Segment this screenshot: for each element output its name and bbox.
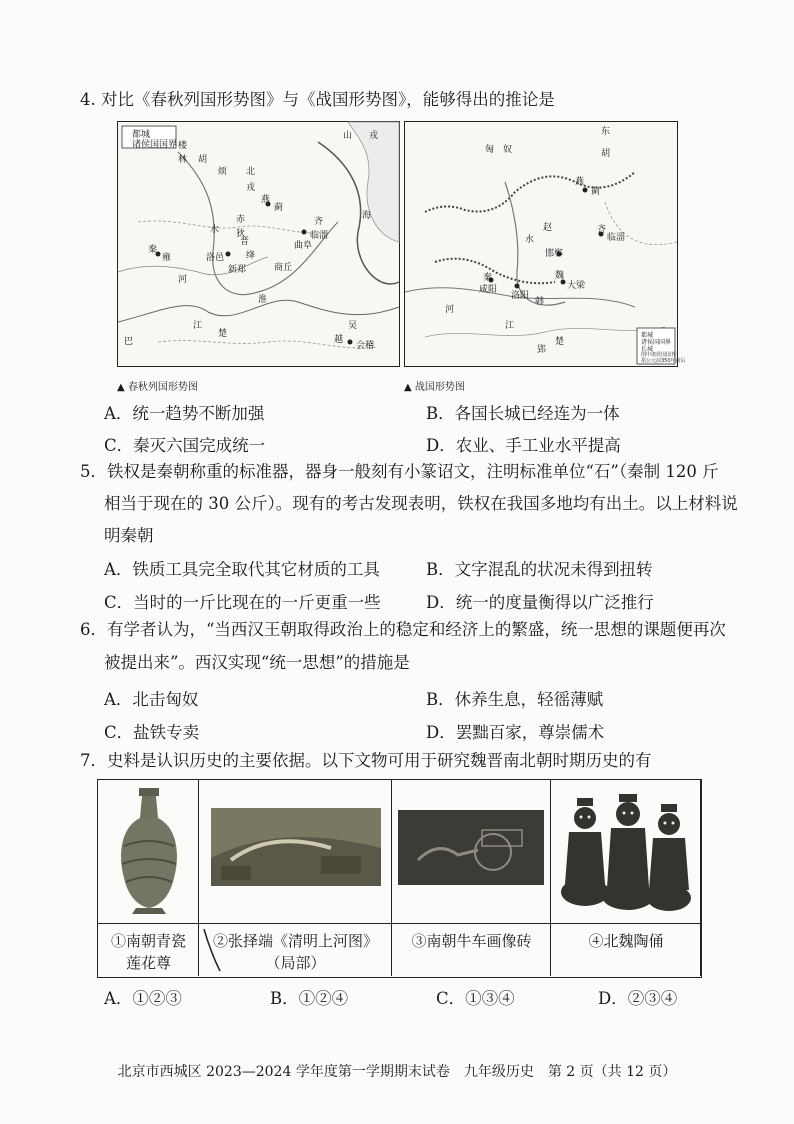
q4-stem: 4. 对比《春秋列国形势图》与《战国形势图》，能够得出的推论是 (80, 90, 555, 109)
map1-label: 水 (210, 225, 220, 235)
artifact-table (97, 779, 702, 978)
q7-option-b[interactable]: B．①②④ (270, 989, 349, 1008)
map1-label: 新郑 (228, 265, 247, 275)
artifact-2-caption-line2: （局部） (265, 954, 326, 972)
map2-legend-border: 诸侯国国界 (641, 339, 672, 346)
map1-label: 海 (362, 211, 372, 221)
northern-wei-figurines-image (559, 792, 693, 916)
map-warring-states (404, 121, 686, 367)
map1-caption: ▲ 春秋列国形势图 (117, 382, 198, 393)
map1-label: 胡 (198, 155, 208, 165)
q6-stem-line1: 6．有学者认为，“当西汉王朝取得政治上的稳定和经济上的繁盛，统一思想的课题便再次 (80, 620, 726, 639)
qingming-scroll-image (211, 808, 381, 886)
map2-label: 魏 (555, 271, 565, 281)
q5-stem-line2: 相当于现在的 30 公斤）。现有的考古发现表明，铁权在我国多地均有出土。以上材料说 (104, 494, 738, 513)
q6-option-b[interactable]: B．休养生息，轻徭薄赋 (426, 690, 604, 709)
map1-label: 戎 (246, 183, 256, 193)
artifact-1-caption-line2: 莲花尊 (125, 954, 171, 972)
map1-label: 河 (178, 275, 188, 285)
artifact-3-caption: ③南朝牛车画像砖 (411, 932, 532, 950)
page-footer: 北京市西城区 2023—2024 学年度第一学期期末试卷 九年级历史 第 2 页（共 12 页） (117, 1064, 677, 1080)
map1-label: 狄 (236, 229, 246, 239)
map2-label: 奴 (503, 145, 513, 155)
handwritten-slash-mark (198, 925, 228, 975)
map2-legend-capital: 都城 (641, 332, 654, 339)
map2-legend-wall: 长城 (641, 346, 654, 353)
q5-option-d[interactable]: D．统一的度量衡得以广泛推行 (426, 593, 654, 612)
map1-label: 燕 (261, 195, 271, 205)
q5-stem-line3: 明秦朝 (104, 526, 154, 545)
map2-label: 咸阳 (479, 285, 498, 295)
q4-option-c[interactable]: C．秦灭六国完成统一 (104, 436, 266, 455)
q5-stem-line1: 5．铁权是秦朝称重的标准器，器身一般刻有小篆诏文，注明标准单位“石”（秦制 120 斤 (80, 462, 719, 481)
map1-label: 会稽 (356, 341, 375, 351)
map1-label: 楚 (218, 329, 228, 339)
q6-option-c[interactable]: C．盐铁专卖 (104, 723, 200, 742)
map1-label: 洛邑 (206, 253, 225, 263)
map2-label: 匈 (485, 145, 495, 155)
q5-option-b[interactable]: B．文字混乱的状况未得到扭转 (426, 560, 653, 579)
q7-option-a[interactable]: A．①②③ (104, 989, 182, 1008)
map1-label: 楼 (178, 141, 188, 151)
map1-label: 齐 (314, 217, 324, 227)
q4-option-b[interactable]: B．各国长城已经连为一体 (426, 404, 620, 423)
celadon-lotus-vessel-image (116, 786, 182, 916)
map2-label: 韩 (535, 297, 545, 307)
map2-label: 洛阳 (511, 291, 530, 301)
map1-label: 越 (334, 335, 344, 345)
map2-caption: ▲ 战国形势图 (404, 382, 465, 393)
map2-label: 东 (601, 127, 611, 137)
q6-stem-line2: 被提出来”。西汉实现“统一思想”的措施是 (104, 653, 410, 672)
q6-option-d[interactable]: D．罢黜百家，尊崇儒术 (426, 723, 605, 742)
map1-label: 山 (343, 131, 353, 141)
map2-label: 赵 (543, 223, 553, 233)
map1-label: 北 (246, 167, 256, 177)
map1-label: 烦 (218, 167, 228, 177)
q7-option-c[interactable]: C．①③④ (436, 989, 515, 1008)
map2-label: 楚 (555, 337, 565, 347)
map1-label: 林 (178, 155, 188, 165)
map1-label: 巴 (124, 337, 134, 347)
map2-label: 秦 (483, 273, 493, 283)
map1-label: 临淄 (310, 231, 329, 241)
map2-label: 胡 (601, 149, 611, 159)
map1-label: 绛 (246, 251, 256, 261)
map2-label: 郢 (537, 345, 547, 355)
q6-option-a[interactable]: A．北击匈奴 (104, 690, 199, 709)
map2-label: 燕 (575, 177, 585, 187)
map-warring-states-drawing (405, 122, 677, 366)
map1-label: 戎 (369, 131, 379, 141)
q4-option-d[interactable]: D．农业、手工业水平提高 (426, 436, 621, 455)
q5-option-c[interactable]: C．当时的一斤比现在的一斤更重一些 (104, 593, 381, 612)
map1-legend-border: 诸侯国国界 (132, 140, 178, 150)
map2-legend-note1: 图中诸侯国国界 (641, 352, 677, 358)
map2-label: 江 (505, 321, 515, 331)
map-spring-autumn (117, 121, 400, 367)
ox-cart-brick-image (398, 810, 544, 885)
q7-option-d[interactable]: D．②③④ (598, 989, 678, 1008)
map1-legend-capital: 都城 (132, 130, 151, 140)
q5-option-a[interactable]: A．铁质工具完全取代其它材质的工具 (104, 560, 380, 579)
artifact-4-caption: ④北魏陶俑 (588, 932, 664, 950)
map1-label: 雍 (162, 253, 172, 263)
map2-label: 邯郸 (545, 249, 564, 259)
map1-label: 吴 (348, 321, 358, 331)
map2-label: 河 (445, 305, 455, 315)
artifact-1-caption: ①南朝青瓷 (110, 932, 186, 950)
map2-legend-note2: 指公元前350年前后 (641, 358, 686, 364)
map2-label: 水 (525, 235, 535, 245)
map2-label: 大梁 (567, 281, 586, 291)
map1-label: 江 (193, 321, 203, 331)
map2-label: 齐 (597, 225, 607, 235)
artifact-2-caption: ②张择端《清明上河图》 (212, 932, 378, 950)
q4-option-a[interactable]: A．统一趋势不断加强 (104, 404, 265, 423)
map1-label: 曲阜 (294, 241, 313, 251)
map2-label: 蓟 (591, 187, 601, 197)
map1-label: 商丘 (274, 263, 293, 273)
map1-label: 秦 (148, 245, 158, 255)
map1-label: 晋 (240, 237, 250, 247)
map2-label: 临淄 (607, 233, 626, 243)
map1-label: 蓟 (274, 203, 284, 213)
map1-label: 赤 (236, 215, 246, 225)
q7-stem: 7．史料是认识历史的主要依据。以下文物可用于研究魏晋南北朝时期历史的有 (80, 751, 652, 770)
map1-label: 淮 (258, 295, 268, 305)
